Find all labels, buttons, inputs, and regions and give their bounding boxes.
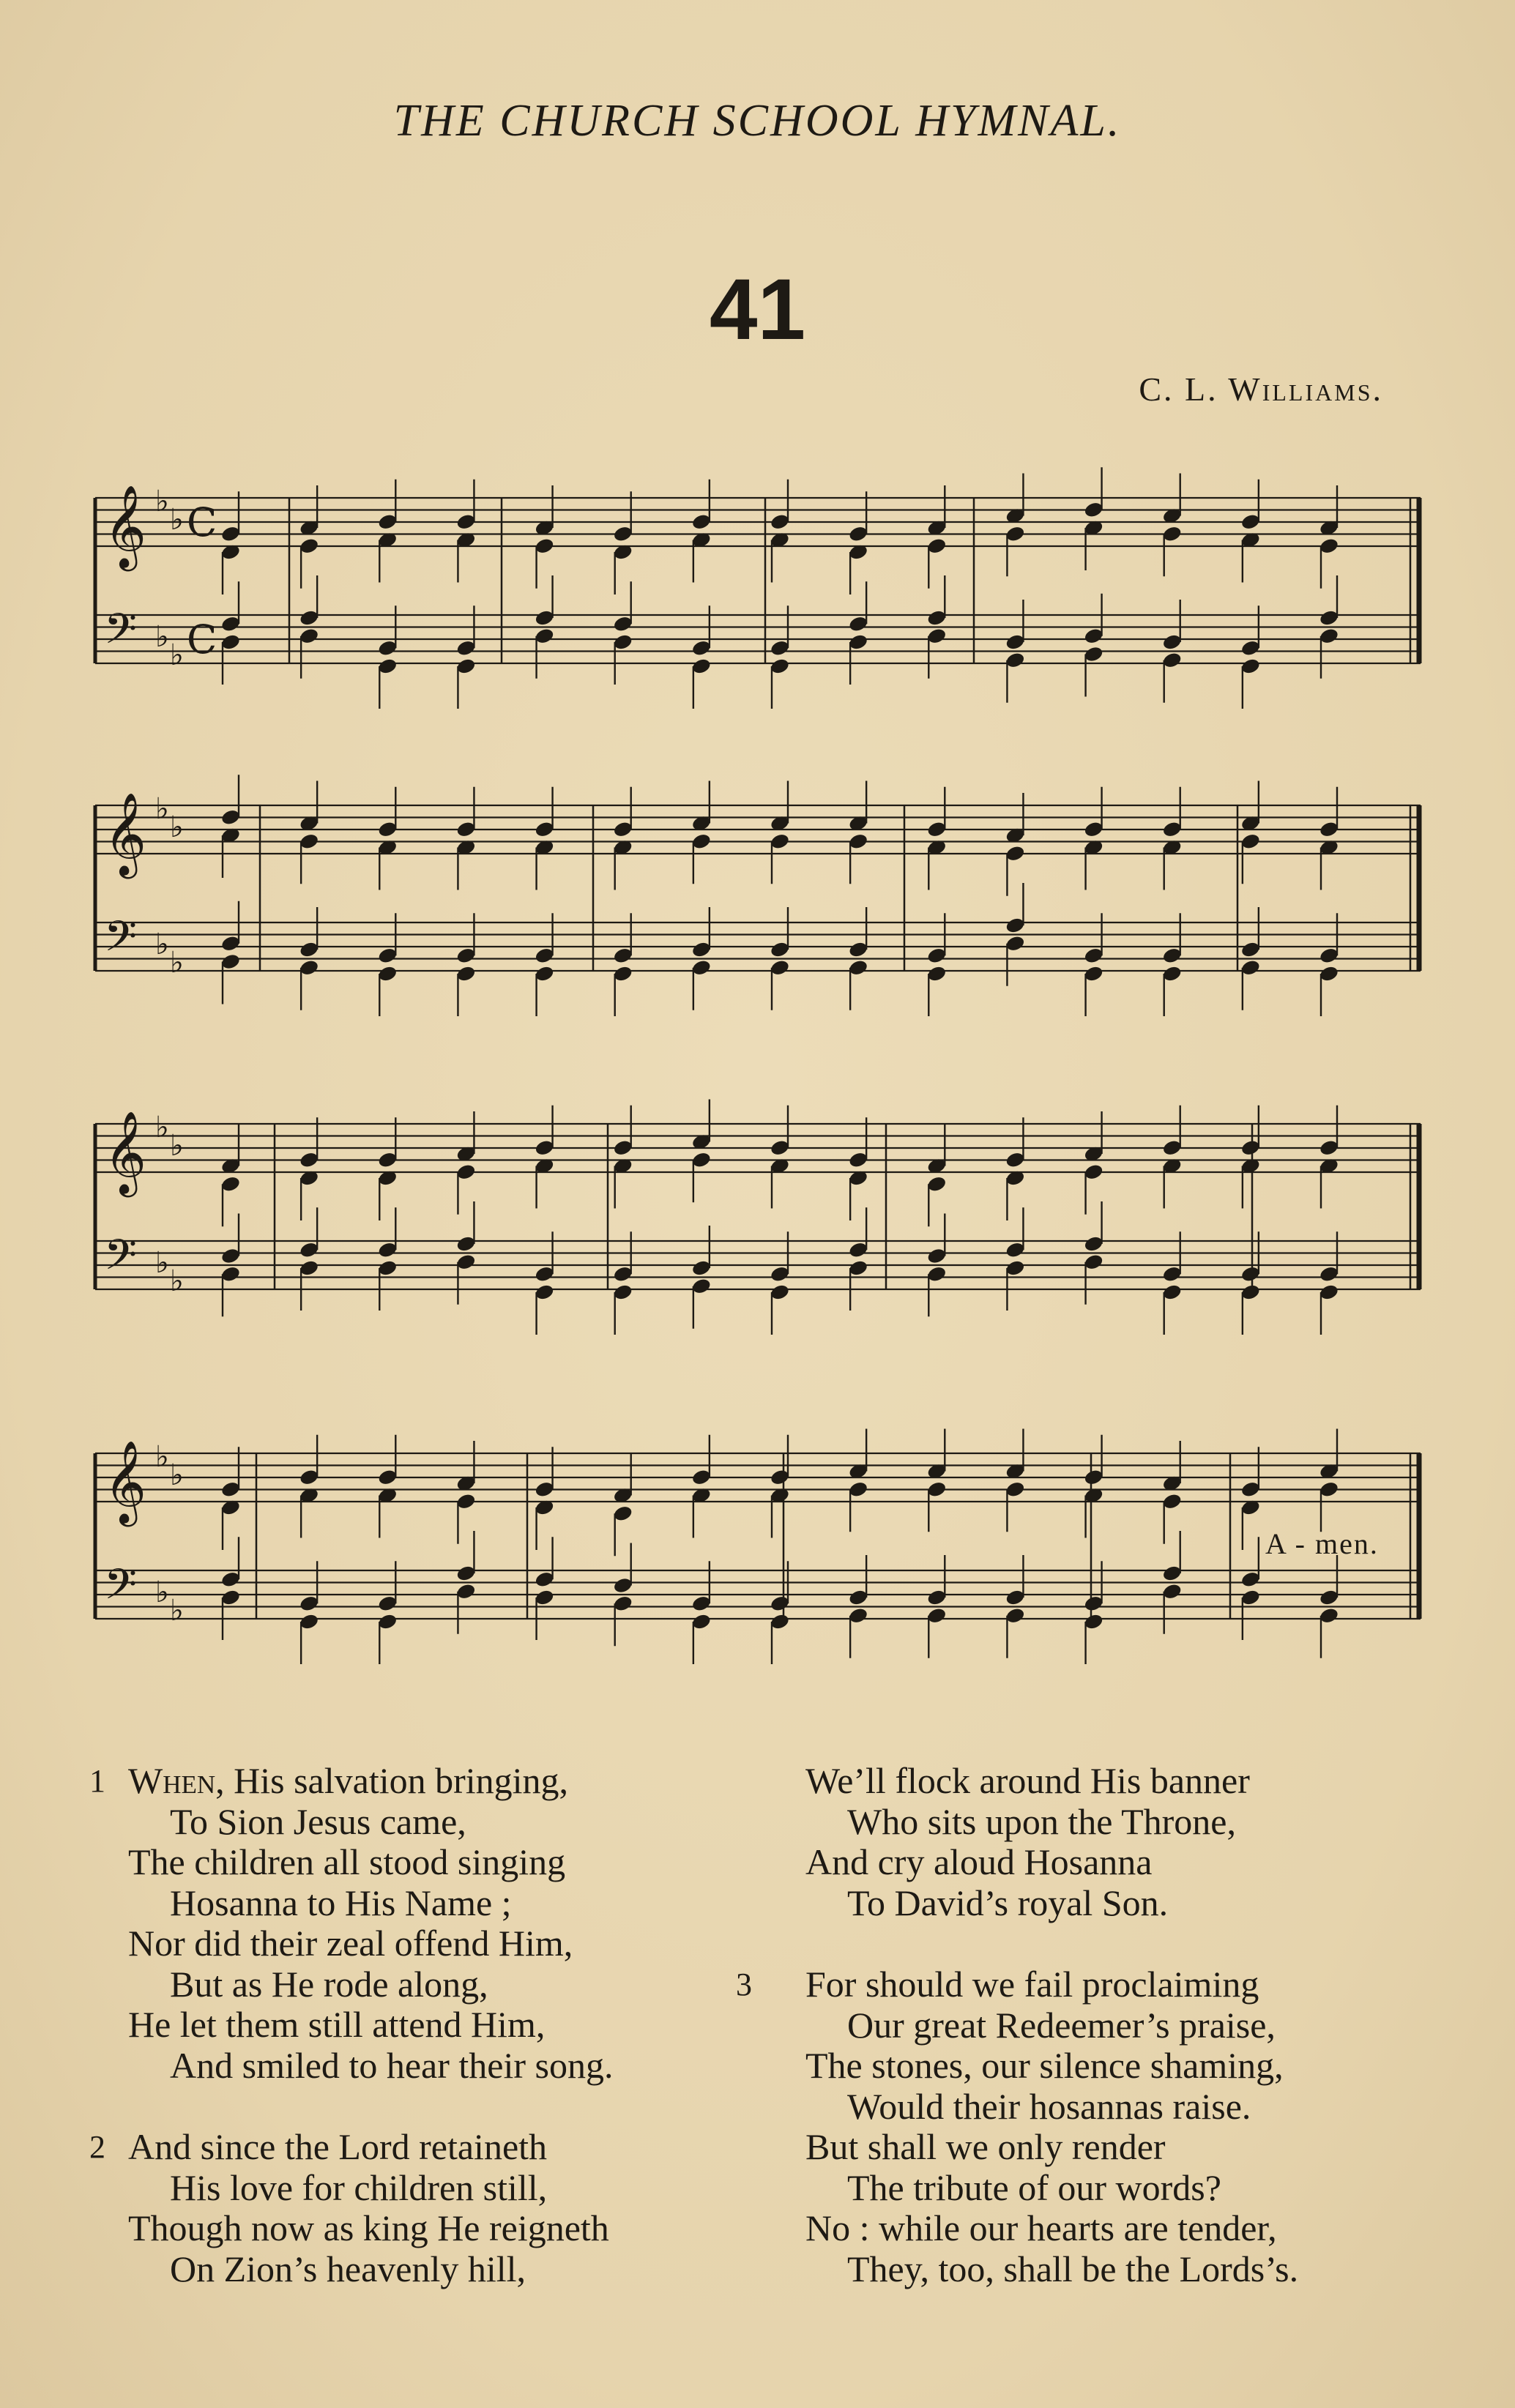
- verse-line: Our great Redeemer’s praise,: [847, 2004, 1276, 2046]
- verse-1: [81, 1761, 769, 2086]
- verse-line: Hosanna to His Name ;: [170, 1882, 512, 1923]
- running-title: THE CHURCH SCHOOL HYMNAL.: [393, 96, 1122, 146]
- flat-icon: ♭: [155, 620, 169, 654]
- flat-icon: ♭: [170, 638, 184, 672]
- verses-right-column: [736, 1760, 1468, 2289]
- hymn-number: 41: [709, 261, 806, 358]
- treble-clef-icon: 𝄞: [104, 792, 146, 876]
- verse-line: But as He rode along,: [170, 1963, 488, 2005]
- flat-icon: ♭: [155, 792, 169, 826]
- verse-line: The children all stood singing: [128, 1841, 566, 1882]
- flat-icon: ♭: [155, 1440, 169, 1474]
- verse-line: Though now as king He reigneth: [128, 2207, 609, 2248]
- flat-icon: ♭: [170, 503, 184, 537]
- verse-line: His love for children still,: [170, 2166, 548, 2208]
- treble-clef-icon: 𝄞: [104, 1111, 146, 1194]
- verse-line: He let them still attend Him,: [128, 2004, 546, 2045]
- bass-clef-icon: 𝄢: [104, 604, 138, 664]
- bass-clef-icon: 𝄢: [104, 912, 138, 972]
- verse-line: They, too, shall be the Lords’s.: [847, 2248, 1299, 2289]
- score-svg: [81, 432, 1443, 1706]
- verse-number: 1: [89, 1763, 105, 1799]
- verse-line: On Zion’s heavenly hill,: [170, 2248, 526, 2289]
- verse-line: For should we fail proclaiming: [805, 1964, 1259, 2005]
- verse-line: But shall we only render: [805, 2126, 1166, 2167]
- bass-clef-icon: 𝄢: [104, 1559, 138, 1619]
- treble-clef-icon: 𝄞: [104, 485, 146, 568]
- flat-icon: ♭: [155, 1111, 169, 1144]
- verse-line: Who sits upon the Throne,: [847, 1800, 1236, 1842]
- common-time-icon: C: [187, 499, 217, 545]
- flat-icon: ♭: [170, 1594, 184, 1628]
- verse-line: And cry aloud Hosanna: [805, 1841, 1153, 1882]
- verse-line: Nor did their zeal offend Him,: [128, 1923, 573, 1964]
- flat-icon: ♭: [170, 810, 184, 844]
- verses-left-column: [81, 1761, 769, 2289]
- verse-line: And smiled to hear their song.: [170, 2044, 614, 2086]
- verse-line: And since the Lord retaineth: [128, 2126, 548, 2167]
- flat-icon: ♭: [170, 1264, 184, 1298]
- amen-label: A - men.: [1265, 1527, 1379, 1560]
- verse-number: 3: [736, 1967, 752, 2002]
- verse-line: To Sion Jesus came,: [170, 1800, 466, 1842]
- verse-line: We’ll flock around His banner: [805, 1760, 1250, 1801]
- flat-icon: ♭: [155, 928, 169, 961]
- flat-icon: ♭: [155, 1576, 169, 1609]
- verse-2-continued: [765, 1761, 1468, 1923]
- verse-line: The tribute of our words?: [847, 2166, 1221, 2208]
- verse-2: [81, 2127, 769, 2289]
- flat-icon: ♭: [155, 485, 169, 518]
- verse-number: 2: [89, 2129, 105, 2165]
- common-time-icon: C: [187, 616, 217, 663]
- flat-icon: ♭: [170, 1129, 184, 1163]
- verse-3: [736, 1964, 1468, 2289]
- verse-line: No : while our hearts are tender,: [805, 2207, 1277, 2248]
- flat-icon: ♭: [170, 946, 184, 980]
- music-score: [81, 432, 1443, 1706]
- bass-clef-icon: 𝄢: [104, 1230, 138, 1290]
- flat-icon: ♭: [170, 1458, 184, 1492]
- verse-line: The stones, our silence shaming,: [805, 2045, 1284, 2086]
- verse-line: When, His salvation bringing,: [128, 1760, 569, 1801]
- verse-line: Would their hosannas raise.: [847, 2085, 1251, 2127]
- verse-line: To David’s royal Son.: [847, 1882, 1169, 1923]
- treble-clef-icon: 𝄞: [104, 1440, 146, 1524]
- flat-icon: ♭: [155, 1246, 169, 1280]
- composer-credit: C. L. Williams.: [1139, 370, 1383, 408]
- hymn-verses: [81, 1761, 1443, 2317]
